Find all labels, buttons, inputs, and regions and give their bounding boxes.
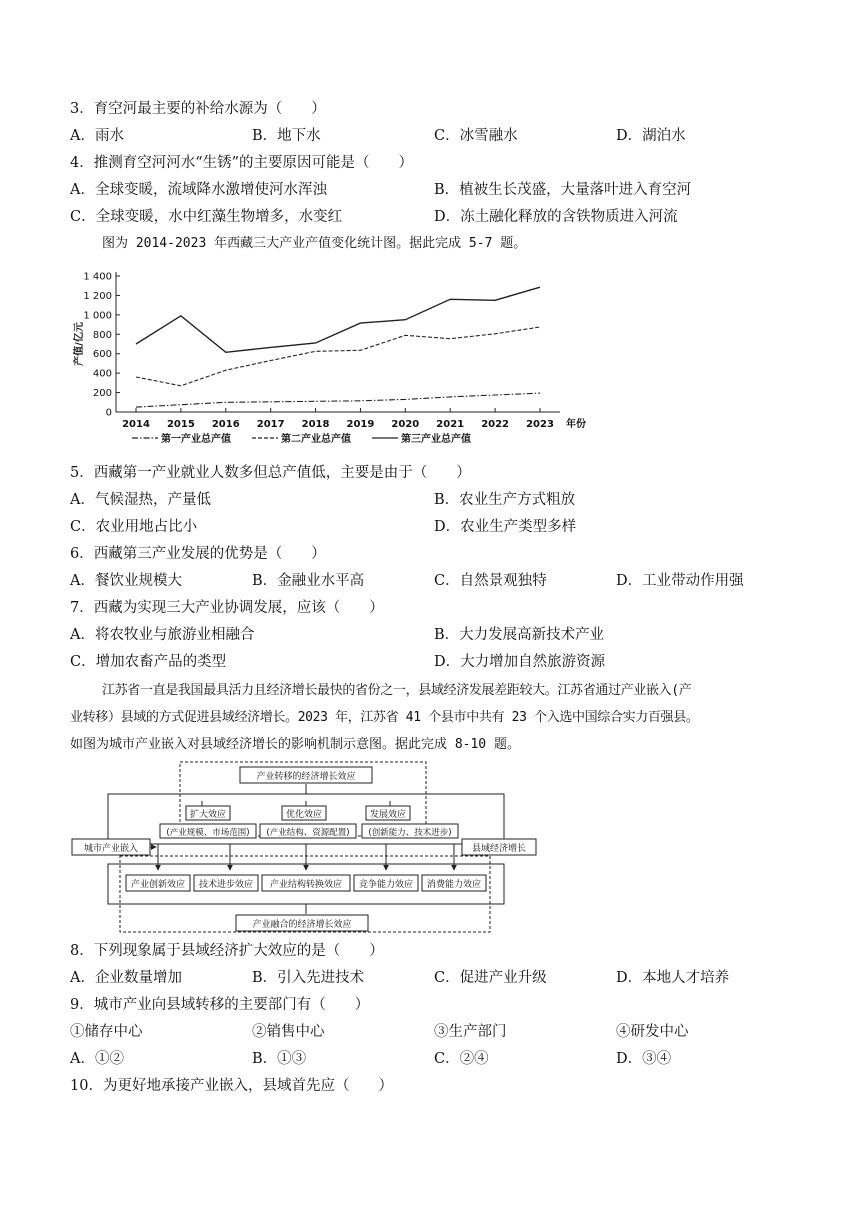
q3-option-c[interactable]: C．冰雪融水 [434,128,518,144]
q7-stem: 7．西藏为实现三大产业协调发展，应该（ ） [70,600,384,616]
optimize-effect-detail: (产业结构、资源配置) [266,828,350,838]
innovation-effect-box: 产业创新效应 [130,880,186,890]
q9-item-1: ①储存中心 [70,1024,143,1040]
q6-option-b[interactable]: B．金融业水平高 [252,573,365,589]
q9-option-b[interactable]: B．①③ [252,1051,307,1067]
q9-option-a[interactable]: A．①② [70,1051,124,1067]
optimize-effect-title: 优化效应 [285,810,323,820]
tech-progress-effect-box: 技术进步效应 [198,880,254,890]
x-tick-label: 2015 [166,419,195,430]
q10-stem: 10．为更好地承接产业嵌入，县域首先应（ ） [70,1078,393,1094]
q7-option-b[interactable]: B．大力发展高新技术产业 [434,627,605,643]
x-axis-label: 年份 [566,419,586,430]
q5-option-a[interactable]: A．气候湿热，产量低 [70,492,211,508]
diagram-left-label: 城市产业嵌入 [83,844,139,854]
q3-option-a[interactable]: A．雨水 [70,128,124,144]
q4-option-d[interactable]: D．冻土融化释放的含铁物质进入河流 [434,209,678,225]
q4-option-b[interactable]: B．植被生长茂盛，大量落叶进入育空河 [434,182,692,198]
q5-option-c[interactable]: C．农业用地占比小 [70,519,198,535]
y-tick-label: 1 400 [83,271,112,283]
q8-option-a[interactable]: A．企业数量增加 [70,970,182,986]
structure-transform-effect-box: 产业结构转换效应 [269,880,343,890]
q9-option-c[interactable]: C．②④ [434,1051,489,1067]
q5-stem: 5．西藏第一产业就业人数多但总产值低，主要是由于（ ） [70,465,471,481]
q9-option-d[interactable]: D．③④ [616,1051,672,1067]
y-tick-label: 1 000 [83,310,112,322]
series-line-3 [136,287,540,352]
q9-item-3: ③生产部门 [434,1024,507,1040]
legend-label-2: 第二产业总产值 [281,434,351,445]
legend-label-3: 第三产业总产值 [401,434,471,445]
q9-item-2: ②销售中心 [252,1024,325,1040]
q9-stem: 9．城市产业向县域转移的主要部门有（ ） [70,997,370,1013]
q3-stem: 3．育空河最主要的补给水源为（ ） [70,101,326,117]
q4-option-c[interactable]: C．全球变暖，水中红藻生物增多，水变红 [70,209,343,225]
y-tick-label: 800 [92,329,112,341]
x-tick-label: 2020 [391,419,420,430]
y-axis-label: 产值/亿元 [74,322,85,366]
x-tick-label: 2019 [346,419,375,430]
q7-option-c[interactable]: C．增加农畜产品的类型 [70,654,227,670]
diagram-bottom-label: 产业融合的经济增长效应 [252,920,352,930]
y-tick-label: 1 200 [83,290,112,302]
x-tick-label: 2017 [256,419,285,430]
y-tick-label: 0 [105,407,112,419]
intro-8-10-line2: 业转移）县域的方式促进县域经济增长。2023 年，江苏省 41 个县市中共有 23 个入选中国综合实力百强县。 [70,710,699,725]
q7-option-d[interactable]: D．大力增加自然旅游资源 [434,654,606,670]
x-tick-label: 2018 [301,419,330,430]
q5-option-b[interactable]: B．农业生产方式粗放 [434,492,576,508]
industry-output-chart [70,264,590,454]
legend-label-1: 第一产业总产值 [161,434,231,445]
q6-option-a[interactable]: A．餐饮业规模大 [70,573,182,589]
intro-5-7: 图为 2014-2023 年西藏三大产业产值变化统计图。据此完成 5-7 题。 [102,236,527,251]
competition-effect-box: 竞争能力效应 [358,880,414,890]
intro-8-10-line1: 江苏省一直是我国最具活力且经济增长最快的省份之一，县域经济发展差距较大。江苏省通过产业嵌入(产 [102,683,692,698]
diagram-right-label: 县域经济增长 [471,844,527,854]
q8-option-d[interactable]: D．本地人才培养 [616,970,730,986]
intro-8-10-line3: 如图为城市产业嵌入对县域经济增长的影响机制示意图。据此完成 8-10 题。 [70,737,520,752]
develop-effect-detail: (创新能力、技术进步) [368,828,452,838]
q9-item-4: ④研发中心 [616,1024,689,1040]
develop-effect-title: 发展效应 [369,810,407,820]
q5-option-d[interactable]: D．农业生产类型多样 [434,519,577,535]
q6-stem: 6．西藏第三产业发展的优势是（ ） [70,546,326,562]
mechanism-diagram [70,758,540,938]
q4-option-a[interactable]: A．全球变暖，流域降水激增使河水浑浊 [70,182,327,198]
q3-option-d[interactable]: D．湖泊水 [616,128,686,144]
expand-effect-detail: (产业规模、市场范围) [166,828,250,838]
series-line-1 [136,393,540,407]
x-tick-label: 2023 [526,419,554,430]
x-tick-label: 2014 [122,419,150,430]
q8-stem: 8．下列现象属于县域经济扩大效应的是（ ） [70,943,384,959]
q8-option-b[interactable]: B．引入先进技术 [252,970,365,986]
expand-effect-title: 扩大效应 [189,810,227,820]
consumption-effect-box: 消费能力效应 [426,880,482,890]
q3-option-b[interactable]: B．地下水 [252,128,321,144]
q6-option-c[interactable]: C．自然景观独特 [434,573,547,589]
y-tick-label: 600 [92,349,112,361]
q8-option-c[interactable]: C．促进产业升级 [434,970,547,986]
x-tick-label: 2022 [481,419,510,430]
x-tick-label: 2016 [211,419,240,430]
x-tick-label: 2021 [436,419,465,430]
series-line-2 [136,327,540,386]
q4-stem: 4．推测育空河河水“生锈”的主要原因可能是（ ） [70,155,414,171]
diagram-top-label: 产业转移的经济增长效应 [256,772,356,782]
y-tick-label: 200 [92,388,112,400]
q6-option-d[interactable]: D．工业带动作用强 [616,573,744,589]
q7-option-a[interactable]: A．将农牧业与旅游业相融合 [70,627,255,643]
y-tick-label: 400 [92,368,112,380]
